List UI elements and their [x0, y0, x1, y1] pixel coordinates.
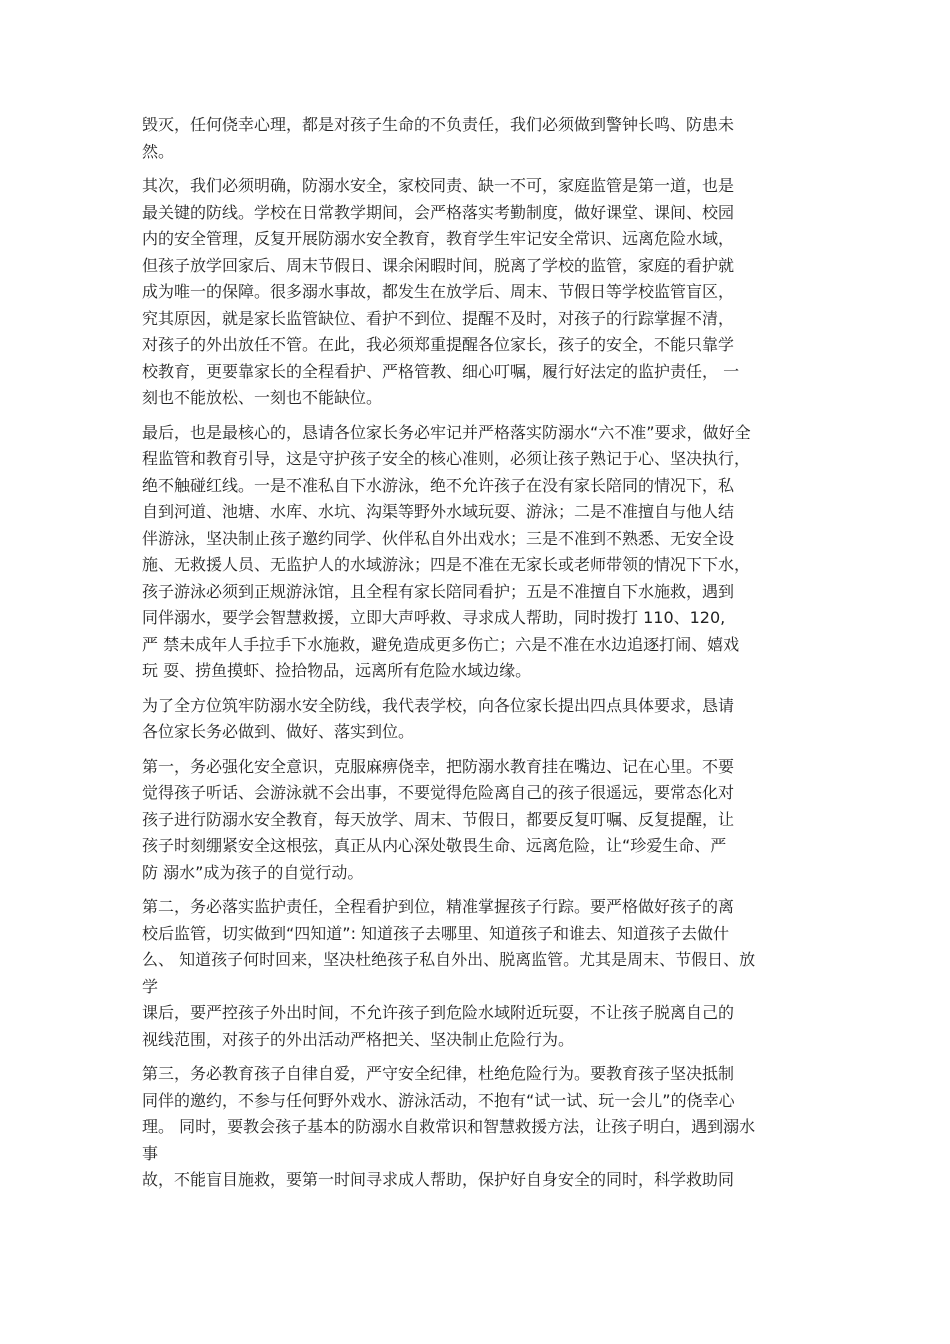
paragraph — [142, 894, 822, 1053]
text-line: 第二，务必落实监护责任，全程看护到位，精准掌握孩子行踪。要严格做好孩子的离 — [142, 897, 735, 916]
text-line: 玩 耍、捞鱼摸虾、捡拾物品，远离所有危险水域边缘。 — [142, 661, 532, 680]
text-line: 校后监管，切实做到“四知道”: 知道孩子去哪里、知道孩子和谁去、知道孩子去做什 — [142, 923, 730, 943]
text-line: 为了全方位筑牢防溺水安全防线，我代表学校，向各位家长提出四点具体要求，恳请 — [142, 695, 735, 715]
text-line: 施、无救援人员、无监护人的水域游泳；四是不准在无家长或老师带领的情况下下水， — [142, 555, 751, 574]
text-line: 毁灭，任何侥幸心理，都是对孩子生命的不负责任，我们必须做到警钟长鸣、防患未 — [142, 115, 735, 134]
text-line: 严 禁未成年人手拉手下水施救，避免造成更多伤亡；六是不准在水边追逐打闹、嬉戏 — [142, 634, 740, 654]
text-line: 视线范围，对孩子的外出活动严格把关、坚决制止危险行为。 — [142, 1029, 575, 1049]
paragraph — [142, 420, 822, 685]
text-line: 校教育，更要靠家长的全程看护、严格管教、细心叮嘱，履行好法定的监护责任， 一 — [142, 361, 740, 381]
text-line: 课后，要严控孩子外出时间，不允许孩子到危险水域附近玩耍，不让孩子脱离自己的 — [142, 1003, 735, 1022]
text-line: 其次，我们必须明确，防溺水安全，家校同责、缺一不可，家庭监管是第一道，也是 — [142, 176, 735, 195]
text-line: 故，不能盲目施救，要第一时间寻求成人帮助，保护好自身安全的同时，科学救助同 — [142, 1170, 735, 1189]
text-line: 第一，务必强化安全意识，克服麻痹侥幸，把防溺水教育挂在嘴边、记在心里。不要 — [142, 756, 735, 776]
text-line: 孩子进行防溺水安全教育，每天放学、周末、节假日，都要反复叮嘱、反复提醒，让 — [142, 809, 735, 829]
text-line: 程监管和教育引导，这是守护孩子安全的核心准则，必须让孩子熟记于心、坚决执行， — [142, 449, 751, 468]
text-line: 第三，务必教育孩子自律自爱，严守安全纪律，杜绝危险行为。要教育孩子坚决抵制 — [142, 1064, 735, 1083]
text-line: 学 — [142, 976, 159, 996]
text-line: 最关键的防线。学校在日常教学期间，会严格落实考勤制度，做好课堂、课间、校园 — [142, 202, 735, 222]
document-body — [142, 112, 822, 1202]
text-line: 同伴的邀约，不参与任何野外戏水、游泳活动，不抱有“试一试、玩一会儿”的侥幸心 — [142, 1090, 735, 1110]
text-line: 最后，也是最核心的，恳请各位家长务必牢记并严格落实防溺水“六不准”要求，做好全 — [142, 422, 751, 442]
text-line: 孩子游泳必须到正规游泳馆，且全程有家长陪同看护；五是不准擅自下水施救，遇到 — [142, 581, 735, 601]
text-line: 刻也不能放松、一刻也不能缺位。 — [142, 388, 383, 407]
paragraph — [142, 112, 822, 165]
text-line: 么、 知道孩子何时回来，坚决杜绝孩子私自外出、脱离监管。尤其是周末、节假日、放 — [142, 950, 756, 969]
paragraph — [142, 1061, 822, 1194]
text-line: 各位家长务必做到、做好、落实到位。 — [142, 722, 415, 741]
text-line: 事 — [142, 1143, 159, 1163]
text-line: 防 溺水”成为孩子的自觉行动。 — [142, 862, 364, 882]
text-line: 孩子时刻绷紧安全这根弦，真正从内心深处敬畏生命、远离危险，让“珍爱生命、严 — [142, 836, 727, 855]
text-line: 自到河道、池塘、水库、水坑、沟渠等野外水域玩耍、游泳；二是不准擅自与他人结 — [142, 502, 735, 521]
text-line: 同伴溺水，要学会智慧救援，立即大声呼救、寻求成人帮助，同时拨打 110、120, — [142, 608, 726, 627]
text-line: 绝不触碰红线。一是不准私自下水游泳，绝不允许孩子在没有家长陪同的情况下，私 — [142, 475, 735, 495]
text-line: 觉得孩子听话、会游泳就不会出事，不要觉得危险离自己的孩子很遥远，要常态化对 — [142, 783, 735, 802]
paragraph — [142, 754, 822, 887]
text-line: 对孩子的外出放任不管。在此，我必须郑重提醒各位家长，孩子的安全，不能只靠学 — [142, 335, 735, 354]
text-line: 理。 同时，要教会孩子基本的防溺水自救常识和智慧救援方法，让孩子明白，遇到溺水 — [142, 1117, 756, 1136]
text-line: 伴游泳，坚决制止孩子邀约同学、伙伴私自外出戏水；三是不准到不熟悉、无安全设 — [142, 528, 735, 548]
text-line: 然。 — [142, 141, 175, 161]
text-line: 但孩子放学回家后、周末节假日、课余闲暇时间，脱离了学校的监管，家庭的看护就 — [142, 255, 735, 275]
text-line: 成为唯一的保障。很多溺水事故，都发生在放学后、周末、节假日等学校监管盲区， — [142, 282, 735, 301]
text-line: 内的安全管理，反复开展防溺水安全教育，教育学生牢记安全常识、远离危险水域， — [142, 229, 735, 248]
paragraph — [142, 693, 822, 746]
text-line: 究其原因，就是家长监管缺位、看护不到位、提醒不及时，对孩子的行踪掌握不清， — [142, 308, 735, 328]
paragraph — [142, 173, 822, 412]
